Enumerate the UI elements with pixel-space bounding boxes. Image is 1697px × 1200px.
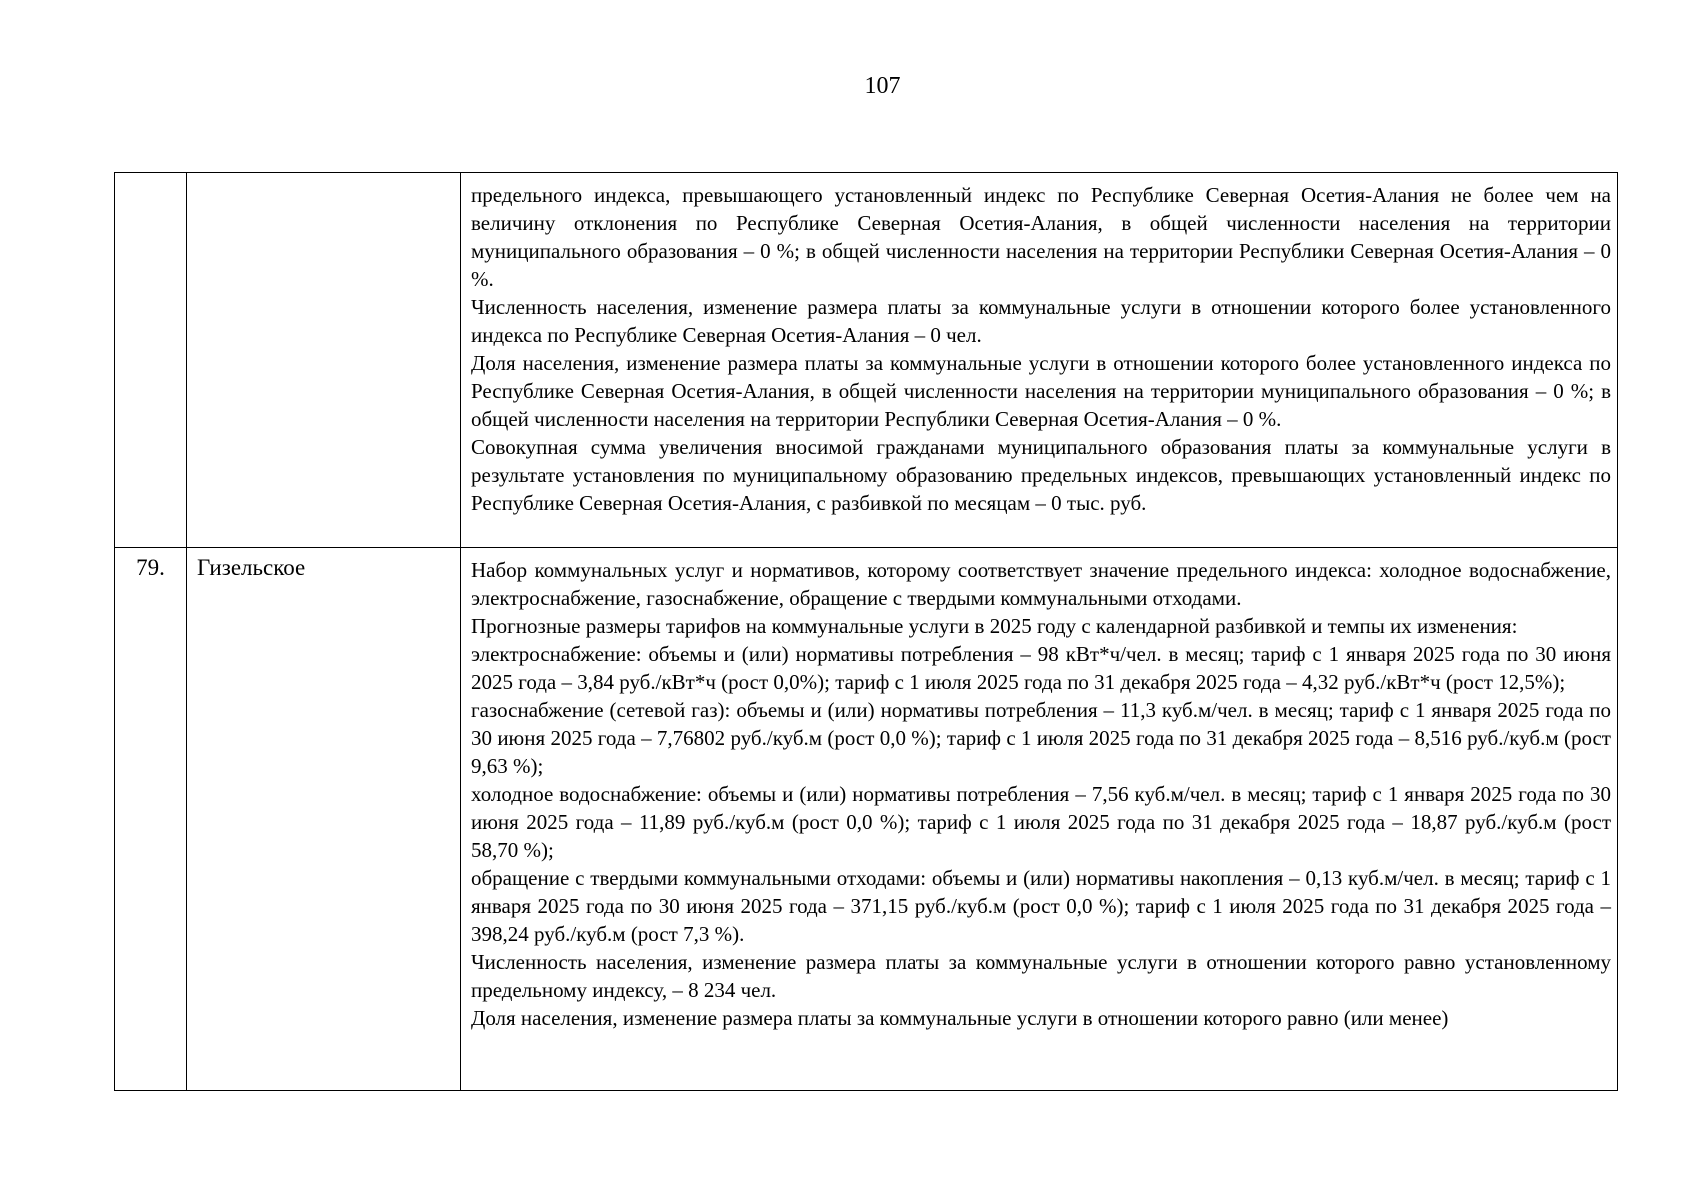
paragraph: Численность населения, изменение размера платы за коммунальные услуги в отношении которого более установленного индекса по Республике Северная Осетия-Алания – 0 чел. [471, 295, 1611, 347]
municipality-name-cell [187, 548, 461, 1091]
paragraph: Доля населения, изменение размера платы за коммунальные услуги в отношении которого более установленного индекса по Республике Северная Осетия-Алания, в общей численности населения на территории муниципального образования – 0 %; в общей численности населения на территории Республики Северная Осетия-Алания – 0 %. [471, 351, 1611, 431]
paragraph: Численность населения, изменение размера платы за коммунальные услуги в отношении которого равно установленному предельному индексу, – 8 234 чел. [471, 950, 1611, 1002]
row-number-cell [115, 548, 187, 1091]
row-number: 79. [136, 555, 165, 580]
paragraph: Набор коммунальных услуг и нормативов, которому соответствует значение предельного индекса: холодное водоснабжение, электроснабжение, газоснабжение, обращение с твердыми коммунальными отходами. [471, 558, 1611, 610]
paragraph: электроснабжение: объемы и (или) нормативы потребления – 98 кВт*ч/чел. в месяц; тариф с 1 января 2025 года по 30 июня 2025 года – 3,84 руб./кВт*ч (рост 0,0%); тариф с 1 июля 2025 года по 31 декабря 2025 года – 4,32 руб./кВт*ч (рост 12,5%); [471, 642, 1611, 694]
paragraph: обращение с твердыми коммунальными отходами: объемы и (или) нормативы накопления – 0,13 куб.м/чел. в месяц; тариф с 1 января 2025 года по 30 июня 2025 года – 371,15 руб./куб.м (рост 0,0 %); тариф с 1 июля 2025 года по 31 декабря 2025 года –398,24 руб./куб.м (рост 7,3 %). [471, 866, 1611, 946]
table-row [115, 548, 1618, 1091]
municipality-name-cell [187, 173, 461, 548]
table-row [115, 173, 1618, 548]
paragraph: газоснабжение (сетевой газ): объемы и (или) нормативы потребления – 11,3 куб.м/чел. в месяц; тариф с 1 января 2025 года по 30 июня 2025 года – 7,76802 руб./куб.м (рост 0,0 %); тариф с 1 июля 2025 года по 31 декабря 2025 года – 8,516 руб./куб.м (рост 9,63 %); [471, 698, 1611, 778]
municipality-table [114, 172, 1618, 1091]
row-number-cell [115, 173, 187, 548]
paragraph: холодное водоснабжение: объемы и (или) нормативы потребления – 7,56 куб.м/чел. в месяц; тариф с 1 января 2025 года по 30 июня 2025 года – 11,89 руб./куб.м (рост 0,0 %); тариф с 1 июля 2025 года по 31 декабря 2025 года – 18,87 руб./куб.м (рост 58,70 %); [471, 782, 1611, 862]
description-cell [461, 548, 1618, 1091]
paragraph: предельного индекса, превышающего установленный индекс по Республике Северная Осетия-Алания не более чем на величину отклонения по Республике Северная Осетия-Алания, в общей численности населения на территории муниципального образования – 0 %; в общей численности населения на территории Республики Северная Осетия-Алания – 0 %. [471, 183, 1611, 291]
paragraph: Доля населения, изменение размера платы за коммунальные услуги в отношении которого равно (или менее) [471, 1006, 1449, 1030]
municipality-name: Гизельское [197, 555, 306, 580]
description-cell [461, 173, 1618, 548]
paragraph: Прогнозные размеры тарифов на коммунальные услуги в 2025 году с календарной разбивкой и темпы их изменения: [471, 614, 1518, 638]
page-number: 107 [864, 73, 901, 99]
paragraph: Совокупная сумма увеличения вносимой гражданами муниципального образования платы за коммунальные услуги в результате установления по муниципальному образованию предельных индексов, превышающих установленный индекс по Республике Северная Осетия-Алания, с разбивкой по месяцам – 0 тыс. руб. [471, 435, 1611, 515]
